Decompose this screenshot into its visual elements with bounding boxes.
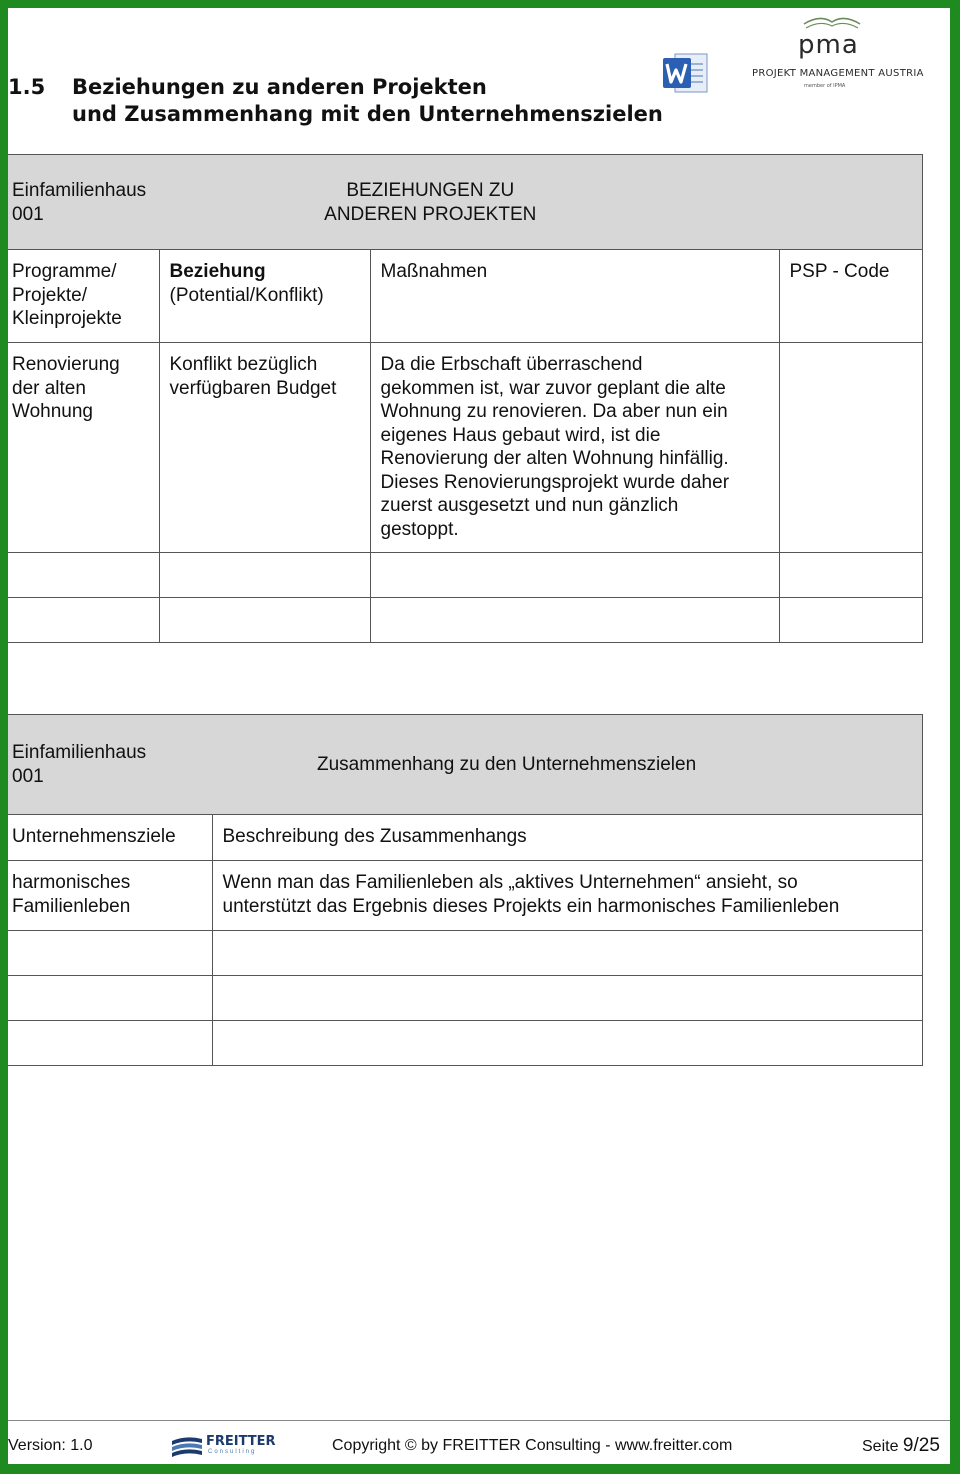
empty-cell bbox=[8, 931, 212, 976]
column-header-goals bbox=[8, 815, 212, 861]
measures-line: gestoppt. bbox=[380, 518, 459, 540]
empty-cell bbox=[159, 598, 370, 643]
table-row bbox=[8, 976, 922, 1021]
footer-copyright: Copyright © by FREITTER Consulting - www.freitter.com bbox=[332, 1437, 733, 1454]
relations-row-relation-line-2: verfügbaren Budget bbox=[169, 377, 337, 399]
measures-line: Dieses Renovierungsprojekt wurde daher bbox=[380, 471, 730, 493]
measures-line: Wohnung zu renovieren. Da aber nun ein bbox=[380, 401, 728, 422]
table-row bbox=[8, 931, 922, 976]
footer-page-number: 9/25 bbox=[902, 1435, 940, 1456]
goals-project-cell bbox=[8, 715, 212, 815]
empty-cell bbox=[370, 553, 779, 598]
word-document-icon bbox=[661, 50, 709, 96]
relations-column-headers bbox=[8, 250, 922, 343]
relations-row-project-line-1: Renovierung bbox=[12, 354, 120, 375]
goals-row-description bbox=[212, 861, 922, 931]
relations-row-relation bbox=[159, 343, 370, 553]
empty-cell bbox=[212, 1021, 922, 1066]
measures-line: Renovierung der alten Wohnung hinfällig. bbox=[380, 448, 729, 469]
column-header-relation bbox=[159, 250, 370, 343]
empty-cell bbox=[212, 931, 922, 976]
relations-table-header bbox=[8, 155, 922, 250]
empty-cell bbox=[212, 976, 922, 1021]
table-row bbox=[8, 598, 922, 643]
relations-row-relation-line-1: Konflikt bezüglich bbox=[169, 354, 318, 375]
measures-line: eigenes Haus gebaut wird, ist die bbox=[380, 424, 661, 446]
section-title bbox=[72, 74, 663, 128]
freitter-logo-sub: Consulting bbox=[208, 1449, 257, 1455]
freitter-logo-text: FREITTER bbox=[206, 1434, 276, 1449]
footer-page bbox=[862, 1435, 940, 1457]
page-footer bbox=[8, 1420, 950, 1464]
relations-row-project-line-2: der alten bbox=[12, 377, 86, 399]
column-header-psp-code-label: PSP - Code bbox=[789, 261, 890, 282]
relations-row-measures bbox=[370, 343, 779, 553]
table-row bbox=[8, 343, 922, 553]
empty-cell bbox=[779, 598, 922, 643]
section-title-line-2: und Zusammenhang mit den Unternehmenszielen bbox=[72, 102, 663, 126]
column-header-relation-bold: Beziehung bbox=[169, 261, 266, 282]
column-header-projects-line-1: Programme/ bbox=[12, 261, 117, 282]
goals-row-description-line-2: unterstützt das Ergebnis dieses Projekts ein harmonisches Familienleben bbox=[222, 895, 840, 917]
column-header-projects bbox=[8, 250, 159, 343]
relations-project-cell bbox=[8, 155, 159, 250]
relations-row-psp-code-value bbox=[780, 343, 922, 353]
goals-title: Zusammenhang zu den Unternehmenszielen bbox=[317, 754, 697, 775]
column-header-relation-rest: (Potential/Konflikt) bbox=[169, 284, 324, 306]
relations-row-psp-code bbox=[779, 343, 922, 553]
empty-cell bbox=[8, 976, 212, 1021]
relations-title-line-1: BEZIEHUNGEN ZU bbox=[346, 180, 515, 201]
goals-row-description-line-1: Wenn man das Familienleben als „aktives Unternehmen“ ansieht, so bbox=[222, 872, 798, 893]
table-row bbox=[8, 1021, 922, 1066]
pma-logo-name: pma bbox=[798, 30, 859, 60]
goals-column-headers bbox=[8, 815, 922, 861]
column-header-description-label: Beschreibung des Zusammenhangs bbox=[222, 826, 527, 847]
freitter-logo bbox=[170, 1431, 280, 1461]
relations-row-project bbox=[8, 343, 159, 553]
column-header-projects-line-2: Projekte/ bbox=[12, 284, 87, 306]
goals-project-name: Einfamilienhaus bbox=[12, 742, 147, 763]
relations-title-line-2: ANDEREN PROJEKTEN bbox=[324, 203, 537, 225]
relations-table bbox=[8, 154, 923, 643]
relations-title-cell bbox=[159, 155, 922, 250]
column-header-description bbox=[212, 815, 922, 861]
empty-cell bbox=[8, 553, 159, 598]
goals-table-header bbox=[8, 715, 922, 815]
document-page bbox=[8, 8, 950, 1464]
goals-row-goal bbox=[8, 861, 212, 931]
empty-cell bbox=[370, 598, 779, 643]
column-header-goals-label: Unternehmensziele bbox=[12, 826, 176, 847]
table-row bbox=[8, 553, 922, 598]
column-header-measures-label: Maßnahmen bbox=[380, 261, 488, 282]
pma-logo bbox=[748, 12, 924, 96]
pma-logo-subtitle: PROJEKT MANAGEMENT AUSTRIA bbox=[752, 68, 924, 79]
measures-line: Da die Erbschaft überraschend bbox=[380, 354, 643, 375]
relations-row-project-line-3: Wohnung bbox=[12, 401, 93, 422]
section-number: 1.5 bbox=[8, 75, 46, 99]
relations-project-name: Einfamilienhaus bbox=[12, 180, 147, 201]
goals-title-cell bbox=[212, 715, 922, 815]
table-row bbox=[8, 861, 922, 931]
goals-row-goal-line-2: Familienleben bbox=[12, 895, 131, 917]
goals-row-goal-line-1: harmonisches bbox=[12, 872, 131, 893]
empty-cell bbox=[8, 598, 159, 643]
empty-cell bbox=[779, 553, 922, 598]
footer-version: Version: 1.0 bbox=[8, 1437, 93, 1454]
column-header-psp-code bbox=[779, 250, 922, 343]
footer-page-label: Seite bbox=[862, 1438, 899, 1455]
relations-project-number: 001 bbox=[12, 203, 44, 225]
pma-logo-member: member of IPMA bbox=[804, 83, 846, 89]
goals-table bbox=[8, 714, 923, 1066]
goals-project-number: 001 bbox=[12, 765, 44, 787]
measures-line: zuerst ausgesetzt und nun gänzlich bbox=[380, 495, 679, 516]
column-header-measures bbox=[370, 250, 779, 343]
empty-cell bbox=[159, 553, 370, 598]
section-title-line-1: Beziehungen zu anderen Projekten bbox=[72, 75, 487, 99]
column-header-projects-line-3: Kleinprojekte bbox=[12, 308, 122, 329]
freitter-logo-icon bbox=[170, 1433, 204, 1459]
measures-line: gekommen ist, war zuvor geplant die alte bbox=[380, 377, 726, 399]
empty-cell bbox=[8, 1021, 212, 1066]
